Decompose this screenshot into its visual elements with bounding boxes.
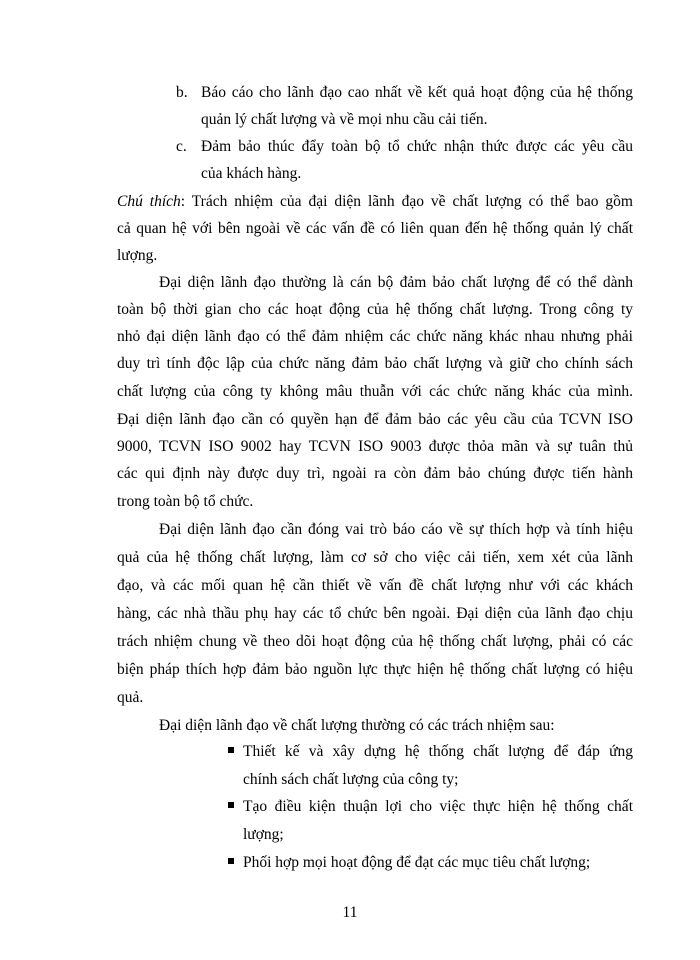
paragraph-line: quả. — [117, 689, 144, 706]
note-label: Chú thích — [117, 193, 181, 210]
note-line: cả quan hệ với bên ngoài về các vấn đề có liên quan đến hệ thống quản lý chất — [117, 220, 633, 237]
paragraph-line: biện pháp thích hợp đảm bảo nguồn lực thực hiện hệ thống chất lượng có hiệu — [117, 661, 633, 678]
paragraph-line: quả của hệ thống chất lượng, làm cơ sở cho việc cải tiến, xem xét của lãnh — [117, 549, 633, 566]
square-bullet-icon — [228, 802, 234, 808]
list-item-line: của khách hàng. — [201, 165, 302, 182]
note-line: lượng. — [117, 247, 158, 264]
paragraph-line: Đại diện lãnh đạo thường là cán bộ đảm bảo chất lượng để có thể dành — [159, 274, 633, 291]
list-marker: c. — [176, 138, 187, 155]
paragraph-line: trách nhiệm chung về theo dõi hoạt động của hệ thống chất lượng, phải có các — [117, 633, 633, 650]
paragraph-line: trong toàn bộ tổ chức. — [117, 493, 254, 510]
paragraph-line: hàng, các nhà thầu phụ hay các tổ chức bên ngoài. Đại diện của lãnh đạo chịu — [117, 605, 633, 622]
note-text: : Trách nhiệm của đại diện lãnh đạo về chất lượng có thể bao gồm — [180, 193, 633, 210]
paragraph-line: Đại diện lãnh đạo cần có quyền hạn để đảm bảo các yêu cầu của TCVN ISO — [117, 411, 633, 428]
paragraph-line: toàn bộ thời gian cho các hoạt động của hệ thống chất lượng. Trong công ty — [117, 301, 633, 318]
paragraph-line: các qui định này được duy trì, ngoài ra còn đảm bảo chúng được tiến hành — [117, 465, 633, 482]
paragraph-line: đạo, và các mối quan hệ cần thiết về vấn đề chất lượng như với các khách — [117, 577, 633, 594]
page-number: 11 — [342, 904, 358, 921]
paragraph-line: duy trì tính độc lập của chức năng đảm bảo chất lượng và giữ cho chính sách — [117, 355, 633, 372]
bullet-line: Thiết kế và xây dựng hệ thống chất lượng để đáp ứng — [243, 743, 633, 760]
paragraph-3: Đại diện lãnh đạo về chất lượng thường có các trách nhiệm sau: — [159, 717, 555, 734]
list-marker: b. — [176, 84, 188, 101]
list-item-line: quản lý chất lượng và về mọi nhu cầu cải tiến. — [201, 111, 488, 128]
bullet-line: chính sách chất lượng của công ty; — [243, 771, 459, 788]
bullet-line: lượng; — [243, 826, 284, 843]
square-bullet-icon — [228, 747, 234, 753]
bullet-line: Phối hợp mọi hoạt động để đạt các mục tiêu chất lượng; — [243, 854, 591, 871]
paragraph-line: Đại diện lãnh đạo cần đóng vai trò báo cáo về sự thích hợp và tính hiệu — [159, 521, 633, 538]
note-first-line — [117, 193, 633, 211]
list-item-line: Đảm bảo thúc đẩy toàn bộ tổ chức nhận thức được các yêu cầu — [201, 138, 633, 155]
bullet-line: Tạo điều kiện thuận lợi cho việc thực hiện hệ thống chất — [243, 798, 633, 815]
paragraph-line: nhỏ đại diện lãnh đạo có thể đảm nhiệm các chức năng khác nhau nhưng phải — [117, 328, 633, 345]
square-bullet-icon — [228, 858, 234, 864]
list-item-line: Báo cáo cho lãnh đạo cao nhất về kết quả hoạt động của hệ thống — [201, 84, 633, 101]
paragraph-line: 9000, TCVN ISO 9002 hay TCVN ISO 9003 được thỏa mãn và sự tuân thủ — [117, 438, 633, 455]
paragraph-line: chất lượng của công ty không mâu thuẫn với các chức năng khác của mình. — [117, 383, 633, 400]
